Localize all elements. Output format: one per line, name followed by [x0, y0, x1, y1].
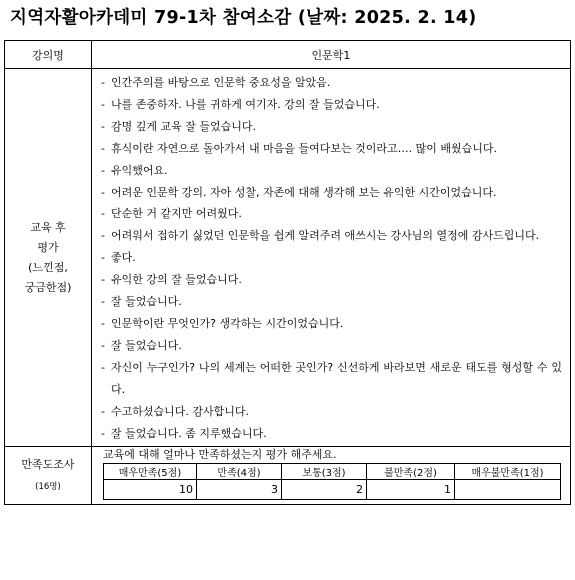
survey-cell [92, 447, 571, 505]
category-very-dissatisfied: 매우불만족(1점) [455, 464, 561, 480]
survey-question: 교육에 대해 얼마나 만족하셨는지 평가 해주세요. [103, 448, 337, 462]
review-item: - 휴식이란 자연으로 돌아가서 내 마음을 들여다보는 것이라고…. 많이 배웠습니다. [101, 141, 497, 155]
satisfaction-values [104, 480, 561, 500]
value-dissatisfied: 1 [367, 480, 455, 500]
review-item: - 어려워서 접하기 싫었던 인문학을 쉽게 알려주려 애쓰시는 강사님의 열정에 감사드립니다. [101, 229, 540, 243]
review-item: - 유익한 강의 잘 들었습니다. [101, 273, 242, 287]
review-item: - 감명 깊게 교육 잘 들었습니다. [101, 119, 256, 133]
review-item: - 단순한 거 같지만 어려웠다. [101, 207, 242, 221]
review-item: - 유익했어요. [101, 163, 168, 177]
value-neutral: 2 [282, 480, 367, 500]
review-label-line: 평가 [37, 240, 59, 254]
review-item: - 잘 들었습니다. [101, 295, 182, 309]
category-dissatisfied: 불만족(2점) [367, 464, 455, 480]
value-very-dissatisfied [455, 480, 561, 500]
review-item: - 잘 들었습니다. [101, 338, 182, 352]
review-label [5, 69, 92, 447]
review-item: - 인간주의를 바탕으로 인문학 중요성을 알았음. [101, 76, 331, 89]
survey-row [5, 447, 571, 505]
value-satisfied: 3 [197, 480, 282, 500]
page-title: 지역자활아카데미 79-1차 참여소감 (날짜: 2025. 2. 14) [10, 8, 477, 28]
review-item: - 좋다. [101, 251, 136, 265]
review-label-line: 궁금한점) [24, 280, 72, 294]
review-item: - 나를 존중하자. 나를 귀하게 여기자. 강의 잘 들었습니다. [101, 97, 380, 111]
category-satisfied: 만족(4점) [197, 464, 282, 480]
review-item: - 어려운 인문학 강의. 자아 성찰, 자존에 대해 생각해 보는 유익한 시간이었습니다. [101, 185, 497, 199]
survey-label [5, 447, 92, 505]
review-item: - 자신이 누구인가? 나의 세계는 어떠한 곳인가? 신선하게 바라보면 새로운 태도를 형성할 수 있다. [101, 360, 562, 396]
review-item: - 수고하셨습니다. 감사합니다. [101, 404, 250, 418]
review-row [5, 69, 571, 447]
satisfaction-table [103, 463, 561, 500]
review-item: - 잘 들었습니다. 좀 지루했습니다. [101, 426, 267, 440]
category-very-satisfied: 매우만족(5점) [104, 464, 197, 480]
value-very-satisfied: 10 [104, 480, 197, 500]
survey-count: (16명) [35, 481, 61, 492]
satisfaction-categories [104, 464, 561, 480]
feedback-table [4, 40, 571, 505]
header-lecture-name: 인문학1 [92, 41, 571, 69]
category-neutral: 보통(3점) [282, 464, 367, 480]
survey-title: 만족도조사 [21, 457, 75, 471]
header-row [5, 41, 571, 69]
review-label-line: 교육 후 [30, 220, 66, 234]
review-label-line: (느낀점, [28, 260, 68, 274]
header-lecture-label: 강의명 [5, 41, 92, 69]
review-item: - 인문학이란 무엇인가? 생각하는 시간이었습니다. [101, 316, 344, 330]
review-items [92, 69, 571, 447]
